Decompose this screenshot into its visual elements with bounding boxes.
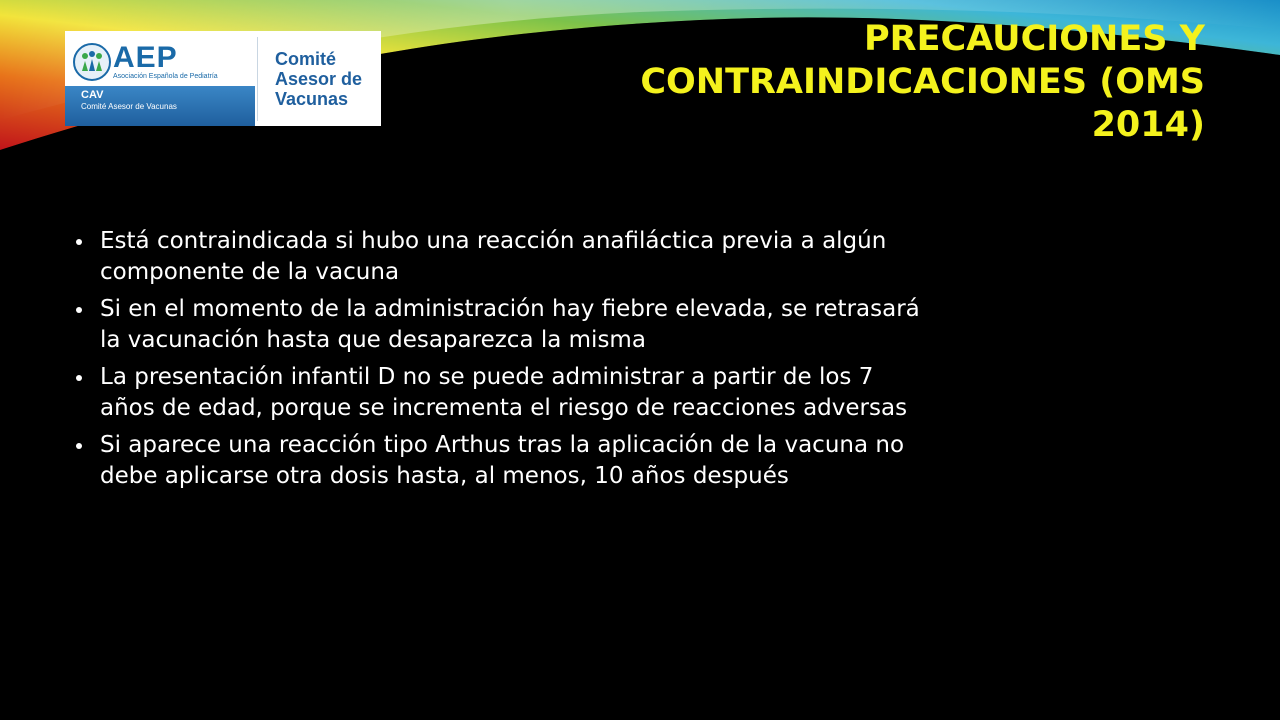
bullet-dot-icon	[76, 239, 82, 245]
comite-line-1: Comité	[275, 49, 337, 69]
bullet-dot-icon	[76, 443, 82, 449]
bullet-item	[76, 226, 1216, 288]
bullet-item	[76, 294, 1216, 356]
logo-divider	[257, 37, 258, 121]
bullet-text-line: componente de la vacuna	[100, 259, 400, 285]
slide-title	[470, 18, 1205, 147]
comite-asesor-text	[275, 49, 362, 109]
cav-subtitle: Comité Asesor de Vacunas	[81, 102, 177, 111]
aep-brand-subtitle: Asociación Española de Pediatría	[113, 73, 218, 80]
bullet-text-line: La presentación infantil D no se puede administrar a partir de los 7	[100, 364, 874, 390]
aep-cav-logo	[65, 31, 381, 126]
title-line-3: 2014)	[1091, 105, 1205, 145]
bullet-item	[76, 362, 1216, 424]
cav-title: CAV	[81, 89, 104, 101]
bullet-text-line: años de edad, porque se incrementa el riesgo de reacciones adversas	[100, 395, 908, 421]
comite-line-3: Vacunas	[275, 89, 349, 109]
aep-logo-block	[65, 31, 255, 126]
bullet-text-line: Si aparece una reacción tipo Arthus tras la aplicación de la vacuna no	[100, 432, 905, 458]
bullet-text-line: debe aplicarse otra dosis hasta, al menos, 10 años después	[100, 463, 789, 489]
aep-brand-text: AEP	[113, 41, 178, 74]
title-line-1: PRECAUCIONES Y	[863, 19, 1205, 59]
bullet-text-line: Si en el momento de la administración hay fiebre elevada, se retrasará	[100, 296, 920, 322]
bullet-item	[76, 430, 1216, 492]
bullet-text-line: la vacunación hasta que desaparezca la misma	[100, 327, 646, 353]
bullet-text-line: Está contraindicada si hubo una reacción anafiláctica previa a algún	[100, 228, 887, 254]
pediatrics-figures-icon	[73, 43, 111, 81]
comite-line-2: Asesor de	[275, 69, 363, 89]
bullet-dot-icon	[76, 375, 82, 381]
cav-banner	[65, 86, 255, 126]
bullet-dot-icon	[76, 307, 82, 313]
bullet-list	[76, 226, 1216, 498]
title-line-2: CONTRAINDICACIONES (OMS	[640, 62, 1205, 102]
